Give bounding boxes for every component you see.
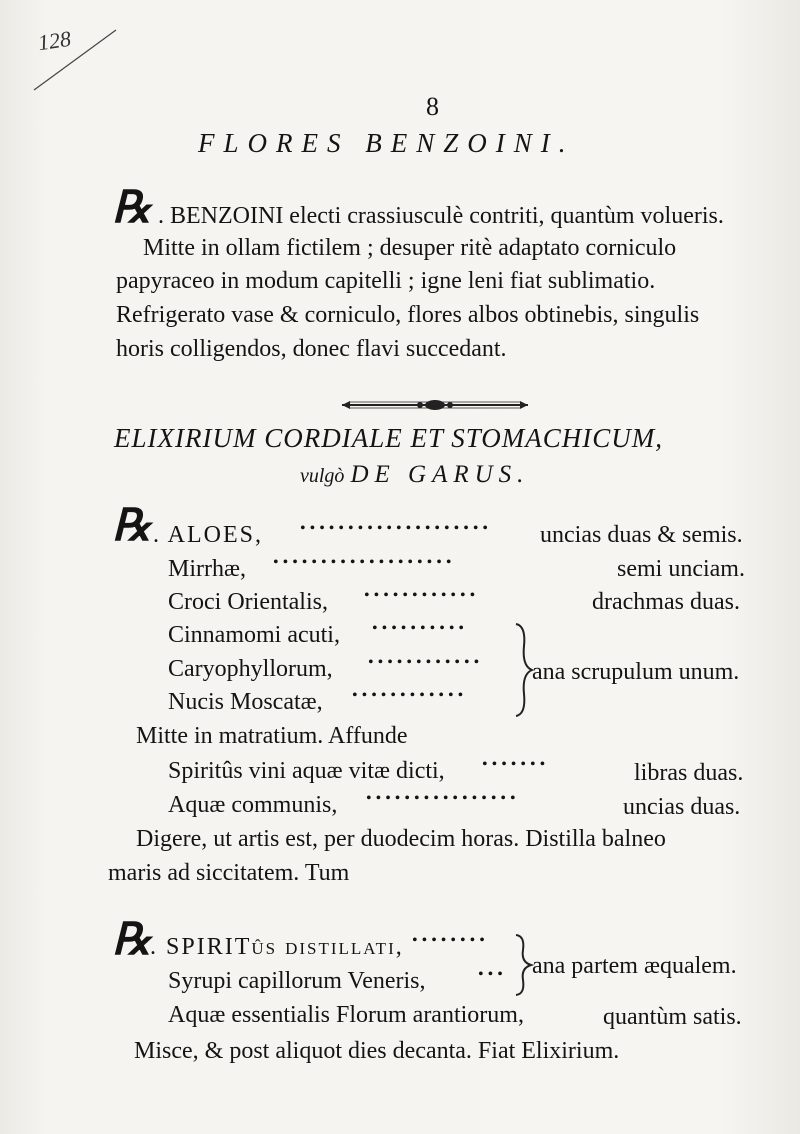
recipe-symbol-3: ℞: [112, 915, 150, 964]
group-amount: ana scrupulum unum.: [532, 659, 740, 685]
leader-dots: • • • • • • • • • • • •: [364, 587, 476, 604]
page-number: 8: [426, 92, 439, 121]
ingredient-amount: quantùm satis.: [603, 1004, 742, 1030]
ingredient-name: Syrupi capillorum Veneris,: [168, 968, 426, 994]
leader-dots: • • • • • • • •: [412, 932, 485, 949]
ingredient-amount: uncias duas & semis.: [540, 522, 743, 548]
subtitle-name: DE GARUS.: [350, 461, 530, 488]
paragraph-line: Refrigerato vase & corniculo, flores albos obtinebis, singulis: [116, 302, 700, 328]
ingredient-name: Caryophyllorum,: [168, 656, 333, 682]
ingredient-name: Cinnamomi acuti,: [168, 622, 340, 648]
paragraph-line: Mitte in ollam fictilem ; desuper ritè adaptato corniculo: [143, 235, 677, 261]
instruction-line: Misce, & post aliquot dies decanta. Fiat Elixirium.: [134, 1038, 620, 1064]
instruction-line: Digere, ut artis est, per duodecim horas. Distilla balneo: [136, 826, 666, 852]
leader-dots: • • • • • • • • • • • • • • • •: [366, 790, 516, 807]
group-amount: ana partem æqualem.: [532, 953, 737, 979]
ingredient-name: . ALOES,: [153, 522, 264, 548]
section-title-flores-benzoini: FLORES BENZOINI.: [198, 128, 575, 158]
paragraph-line: . BENZOINI electi crassiusculè contriti, quantùm volueris.: [158, 203, 724, 229]
margin-note: 128: [36, 25, 73, 56]
ingredient-name: Nucis Moscatæ,: [168, 689, 323, 715]
ingredient-name: Aquæ essentialis Florum arantiorum,: [168, 1002, 524, 1028]
leader-dots: • • • • • • • • • • • •: [368, 654, 480, 671]
leader-dots: • • • • • • •: [482, 756, 546, 773]
liquid-name: Aquæ communis,: [168, 792, 338, 818]
subtitle-vulgo: vulgò: [300, 465, 345, 487]
ingredient-amount: semi unciam.: [617, 556, 745, 582]
leader-dots: • • •: [478, 966, 503, 983]
paragraph-line: horis colligendos, donec flavi succedant.: [116, 336, 507, 362]
liquid-name: Spiritûs vini aquæ vitæ dicti,: [168, 758, 445, 784]
leader-dots: • • • • • • • • • • • •: [352, 687, 464, 704]
leader-dots: • • • • • • • • • • • • • • • • • • • •: [300, 520, 489, 537]
paragraph-line: papyraceo in modum capitelli ; igne leni fiat sublimatio.: [116, 268, 656, 294]
section-title-elixirium: ELIXIRIUM CORDIALE ET STOMACHICUM,: [114, 423, 663, 453]
recipe-symbol-2: ℞: [112, 501, 150, 550]
ingredient-name: . SPIRITûs distillati,: [150, 934, 404, 960]
liquid-amount: uncias duas.: [623, 794, 741, 820]
instruction-line: Mitte in matratium. Affunde: [136, 723, 408, 749]
ingredient-name: Croci Orientalis,: [168, 589, 328, 615]
liquid-amount: libras duas.: [634, 760, 744, 786]
leader-dots: • • • • • • • • • •: [372, 620, 465, 637]
ornament-divider: [340, 396, 530, 414]
instruction-line: maris ad siccitatem. Tum: [108, 860, 350, 886]
leader-dots: • • • • • • • • • • • • • • • • • • •: [273, 554, 452, 571]
recipe-symbol-1: ℞: [112, 183, 150, 232]
ingredient-name: Mirrhæ,: [168, 556, 246, 582]
section-subtitle: [300, 461, 529, 489]
ingredient-amount: drachmas duas.: [592, 589, 740, 615]
